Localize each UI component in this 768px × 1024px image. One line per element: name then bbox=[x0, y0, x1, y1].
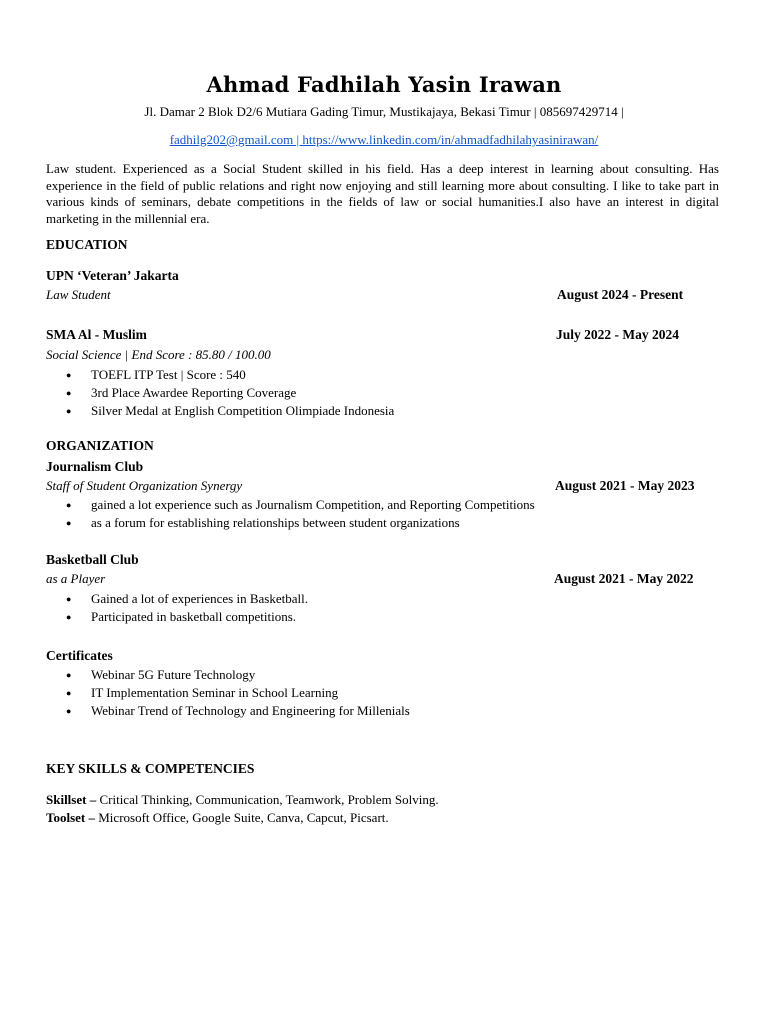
education-date: August 2024 - Present bbox=[557, 287, 684, 302]
organization-role: Staff of Student Organization Synergy bbox=[46, 478, 243, 493]
education-heading: EDUCATION bbox=[46, 237, 128, 252]
summary-paragraph: Law student. Experienced as a Social Student skilled in his field. Has a deep interest in learning about consulting. Has experience in the field of public relations and right now enjoying and still learning more about consulting. I like to take part in various kinds of seminars, debate competitions in the fields of law or social humanities.I also have an interest in digital marketing in the millennial era. bbox=[46, 161, 719, 226]
list-item: ● 3rd Place Awardee Reporting Coverage bbox=[66, 384, 394, 402]
education-date: July 2022 - May 2024 bbox=[556, 327, 679, 342]
candidate-name: Ahmad Fadhilah Yasin Irawan bbox=[206, 72, 562, 97]
list-item: ● Webinar 5G Future Technology bbox=[66, 666, 410, 684]
contact-line: Jl. Damar 2 Blok D2/6 Mutiara Gading Timur, Mustikajaya, Bekasi Timur | 085697429714 | bbox=[144, 104, 624, 119]
organization-date: August 2021 - May 2022 bbox=[554, 571, 694, 586]
toolset-value: Microsoft Office, Google Suite, Canva, Capcut, Picsart. bbox=[95, 810, 389, 825]
linkedin-link[interactable]: https://www.linkedin.com/in/ahmadfadhilahyasinirawan/ bbox=[302, 132, 599, 147]
toolset-line bbox=[46, 810, 389, 826]
organization-role: as a Player bbox=[46, 571, 106, 586]
certificates-bullets bbox=[66, 666, 410, 720]
education-role: Social Science | End Score : 85.80 / 100.00 bbox=[46, 347, 271, 362]
education-role: Law Student bbox=[46, 287, 111, 302]
skillset-line bbox=[46, 792, 439, 808]
organization-bullets bbox=[66, 496, 535, 532]
certificates-heading: Certificates bbox=[46, 648, 113, 663]
email-link[interactable]: fadhilg202@gmail.com bbox=[169, 132, 294, 147]
list-item: ● Participated in basketball competitions. bbox=[66, 608, 308, 626]
skillset-value: Critical Thinking, Communication, Teamwork, Problem Solving. bbox=[96, 792, 439, 807]
organization-org: Basketball Club bbox=[46, 552, 139, 567]
list-item: ● Silver Medal at English Competition Olimpiade Indonesia bbox=[66, 402, 394, 420]
education-org: UPN ‘Veteran’ Jakarta bbox=[46, 268, 179, 283]
contact-links bbox=[0, 132, 768, 148]
list-item: ● Webinar Trend of Technology and Engineering for Millenials bbox=[66, 702, 410, 720]
link-separator: | bbox=[293, 132, 303, 147]
organization-heading: ORGANIZATION bbox=[46, 438, 154, 453]
organization-date: August 2021 - May 2023 bbox=[555, 478, 695, 493]
organization-org: Journalism Club bbox=[46, 459, 144, 474]
education-org: SMA Al - Muslim bbox=[46, 327, 147, 342]
skillset-label: Skillset – bbox=[46, 792, 97, 807]
toolset-label: Toolset – bbox=[46, 810, 95, 825]
list-item: ● IT Implementation Seminar in School Learning bbox=[66, 684, 410, 702]
list-item: ● TOEFL ITP Test | Score : 540 bbox=[66, 366, 394, 384]
list-item: ● gained a lot experience such as Journalism Competition, and Reporting Competitions bbox=[66, 496, 535, 514]
list-item: ● Gained a lot of experiences in Basketball. bbox=[66, 590, 308, 608]
list-item: ● as a forum for establishing relationships between student organizations bbox=[66, 514, 535, 532]
skills-heading: KEY SKILLS & COMPETENCIES bbox=[46, 761, 255, 776]
organization-bullets bbox=[66, 590, 308, 626]
education-bullets bbox=[66, 366, 394, 420]
